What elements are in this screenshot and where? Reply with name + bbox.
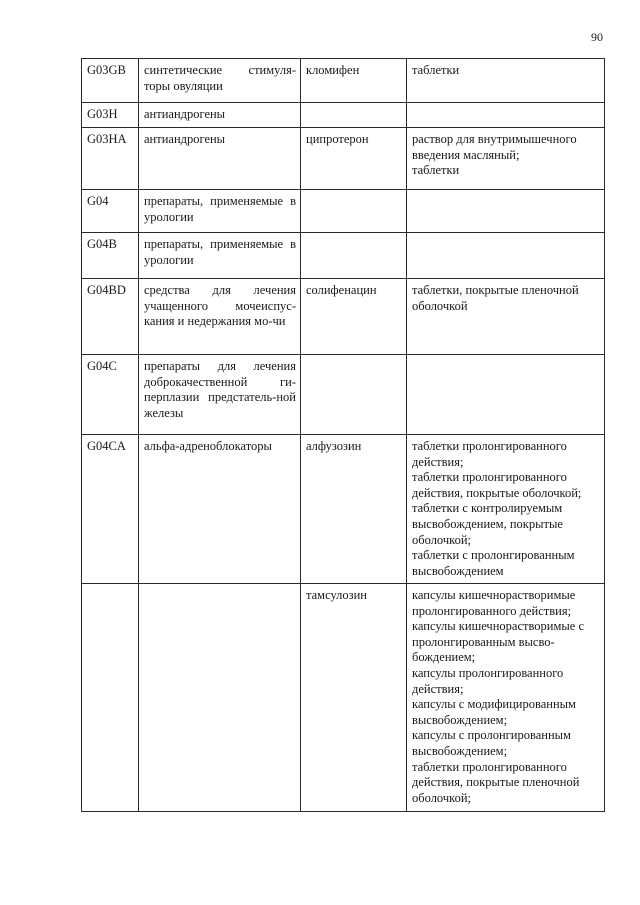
drug-classification-table <box>81 58 605 812</box>
pharmacological-group: альфа-адреноблокаторы <box>139 435 301 584</box>
table-row <box>82 279 605 355</box>
dosage-forms <box>407 59 605 103</box>
dosage-forms <box>407 103 605 128</box>
dosage-form: таблетки, покрытые пленочной оболочкой <box>412 283 579 313</box>
inn-name: солифенацин <box>301 279 407 355</box>
table-row <box>82 103 605 128</box>
dosage-forms <box>407 128 605 190</box>
atc-code: G04C <box>82 355 139 435</box>
inn-name: алфузозин <box>301 435 407 584</box>
dosage-form: капсулы кишечнорастворимые с пролонгированным высво-бождением; <box>412 619 584 665</box>
table-row <box>82 355 605 435</box>
dosage-form: таблетки пролонгированного действия; <box>412 439 567 469</box>
inn-name <box>301 103 407 128</box>
dosage-forms <box>407 435 605 584</box>
dosage-form: раствор для внутримышечного введения масляный; <box>412 132 577 162</box>
inn-name <box>301 233 407 279</box>
dosage-form: таблетки с пролонгированным высвобождением <box>412 548 575 578</box>
table-row <box>82 233 605 279</box>
dosage-form: капсулы кишечнорастворимые пролонгированного действия; <box>412 588 576 618</box>
pharmacological-group: средства для лечения учащенного мочеиспус-кания и недержания мо-чи <box>139 279 301 355</box>
table-row <box>82 435 605 584</box>
dosage-forms <box>407 584 605 812</box>
inn-name: тамсулозин <box>301 584 407 812</box>
table-row <box>82 59 605 103</box>
table-row <box>82 128 605 190</box>
pharmacological-group <box>139 584 301 812</box>
dosage-form: таблетки <box>412 163 460 178</box>
atc-code: G04BD <box>82 279 139 355</box>
dosage-form: таблетки пролонгированного действия, покрытые оболочкой; <box>412 470 582 500</box>
atc-code <box>82 584 139 812</box>
dosage-form: таблетки пролонгированного действия, покрытые пленочной оболочкой; <box>412 759 580 805</box>
pharmacological-group: препараты для лечения доброкачественной ги-перплазии предстатель-ной железы <box>139 355 301 435</box>
dosage-form: капсулы с модифицированным высвобождением; <box>412 697 576 727</box>
dosage-forms <box>407 233 605 279</box>
page-number: 90 <box>591 30 603 44</box>
pharmacological-group: синтетические стимуля-торы овуляции <box>139 59 301 103</box>
pharmacological-group: антиандрогены <box>139 128 301 190</box>
atc-code: G03HA <box>82 128 139 190</box>
dosage-forms <box>407 355 605 435</box>
inn-name: кломифен <box>301 59 407 103</box>
dosage-form: капсулы пролонгированного действия; <box>412 665 564 696</box>
atc-code: G04B <box>82 233 139 279</box>
dosage-form: таблетки <box>412 63 460 77</box>
inn-name: ципротерон <box>301 128 407 190</box>
table-row <box>82 190 605 233</box>
pharmacological-group: антиандрогены <box>139 103 301 128</box>
atc-code: G04CA <box>82 435 139 584</box>
atc-code: G03GB <box>82 59 139 103</box>
pharmacological-group: препараты, применяемые в урологии <box>139 233 301 279</box>
inn-name <box>301 355 407 435</box>
dosage-form: таблетки с контролируемым высвобождением, покрытые оболочкой; <box>412 501 563 547</box>
dosage-form: капсулы с пролонгированным высвобождением; <box>412 728 571 758</box>
pharmacological-group: препараты, применяемые в урологии <box>139 190 301 233</box>
inn-name <box>301 190 407 233</box>
dosage-forms <box>407 190 605 233</box>
table-row <box>82 584 605 812</box>
atc-code: G04 <box>82 190 139 233</box>
atc-code: G03H <box>82 103 139 128</box>
dosage-forms <box>407 279 605 355</box>
